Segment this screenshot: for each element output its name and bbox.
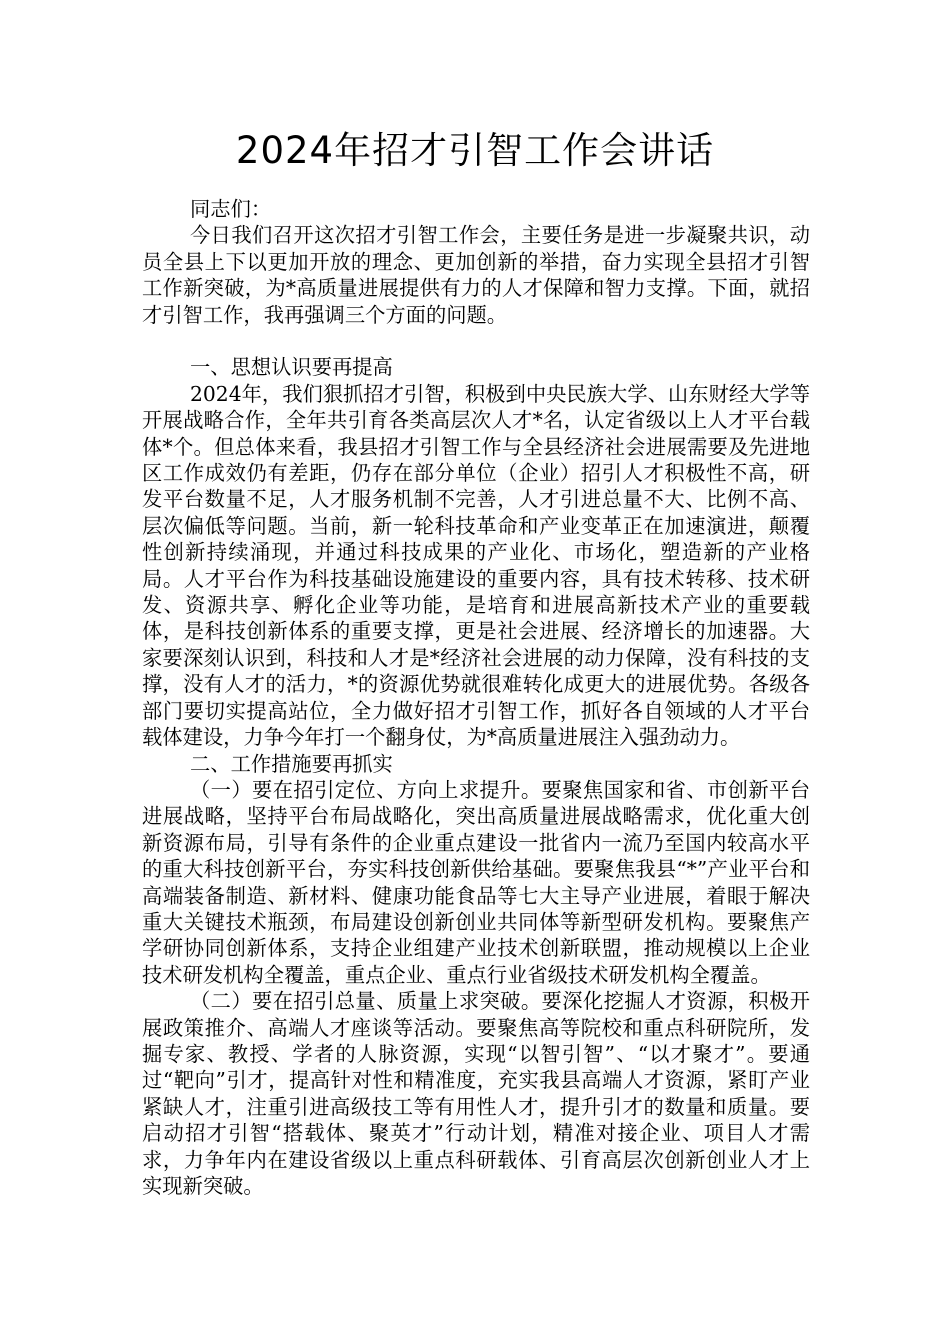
intro-paragraph: 今日我们召开这次招才引智工作会，主要任务是进一步凝聚共识，动员全县上下以更加开放的理念、更加创新的举措，奋力实现全县招才引智工作新突破，为*高质量进展提供有力的人才保障和智力支撑。下面，就招才引智工作，我再强调三个方面的问题。 [142,223,810,327]
subsection-1-paragraph: （一）要在招引定位、方向上求提升。要聚焦国家和省、市创新平台进展战略，坚持平台布局战略化，突出高质量进展战略需求，优化重大创新资源布局，引导有条件的企业重点建设一批省内一流乃至国内较高水平的重大科技创新平台，夯实科技创新供给基础。要聚焦我县“*”产业平台和高端装备制造、新材料、健康功能食品等七大主导产业进展，着眼于解决重大关键技术瓶颈，布局建设创新创业共同体等新型研发机构。要聚焦产学研协同创新体系，支持企业组建产业技术创新联盟，推动规模以上企业技术研发机构全覆盖，重点企业、重点行业省级技术研发机构全覆盖。 [142,777,810,987]
document-title: 2024年招才引智工作会讲话 [235,129,715,172]
subsection-2-paragraph: （二）要在招引总量、质量上求突破。要深化挖掘人才资源，积极开展政策推介、高端人才座谈等活动。要聚焦高等院校和重点科研院所，发掘专家、教授、学者的人脉资源，实现“以智引智”、“以才聚才”。要通过“靶向”引才，提高针对性和精准度，充实我县高端人才资源，紧盯产业紧缺人才，注重引进高级技工等有用性人才，提升引才的数量和质量。要启动招才引智“搭载体、聚英才”行动计划，精准对接企业、项目人才需求，力争年内在建设省级以上重点科研载体、引育高层次创新创业人才上实现新突破。 [142,989,810,1199]
section-heading-2: 二、工作措施要再抓实 [190,751,393,776]
document-body [142,196,810,1199]
salutation: 同志们： [190,197,272,221]
section-1-paragraph: 2024年，我们狠抓招才引智，积极到中央民族大学、山东财经大学等开展战略合作，全年共引育各类高层次人才*名，认定省级以上人才平台载体*个。但总体来看，我县招才引智工作与全县经济社会进展需要及先进地区工作成效仍有差距，仍存在部分单位（企业）招引人才积极性不高，研发平台数量不足，人才服务机制不完善，人才引进总量不大、比例不高、层次偏低等问题。当前，新一轮科技革命和产业变革正在加速演进，颠覆性创新持续涌现，并通过科技成果的产业化、市场化，塑造新的产业格局。人才平台作为科技基础设施建设的重要内容，具有技术转移、技术研发、资源共享、孵化企业等功能，是培育和进展高新技术产业的重要载体，是科技创新体系的重要支撑，更是社会进展、经济增长的加速器。大家要深刻认识到，科技和人才是*经济社会进展的动力保障，没有科技的支撑，没有人才的活力，*的资源优势就很难转化成更大的进展优势。各级各部门要切实提高站位，全力做好招才引智工作，抓好各自领域的人才平台载体建设，力争今年打一个翻身仗，为*高质量进展注入强劲动力。 [142,381,810,750]
section-heading-1: 一、思想认识要再提高 [190,355,393,380]
